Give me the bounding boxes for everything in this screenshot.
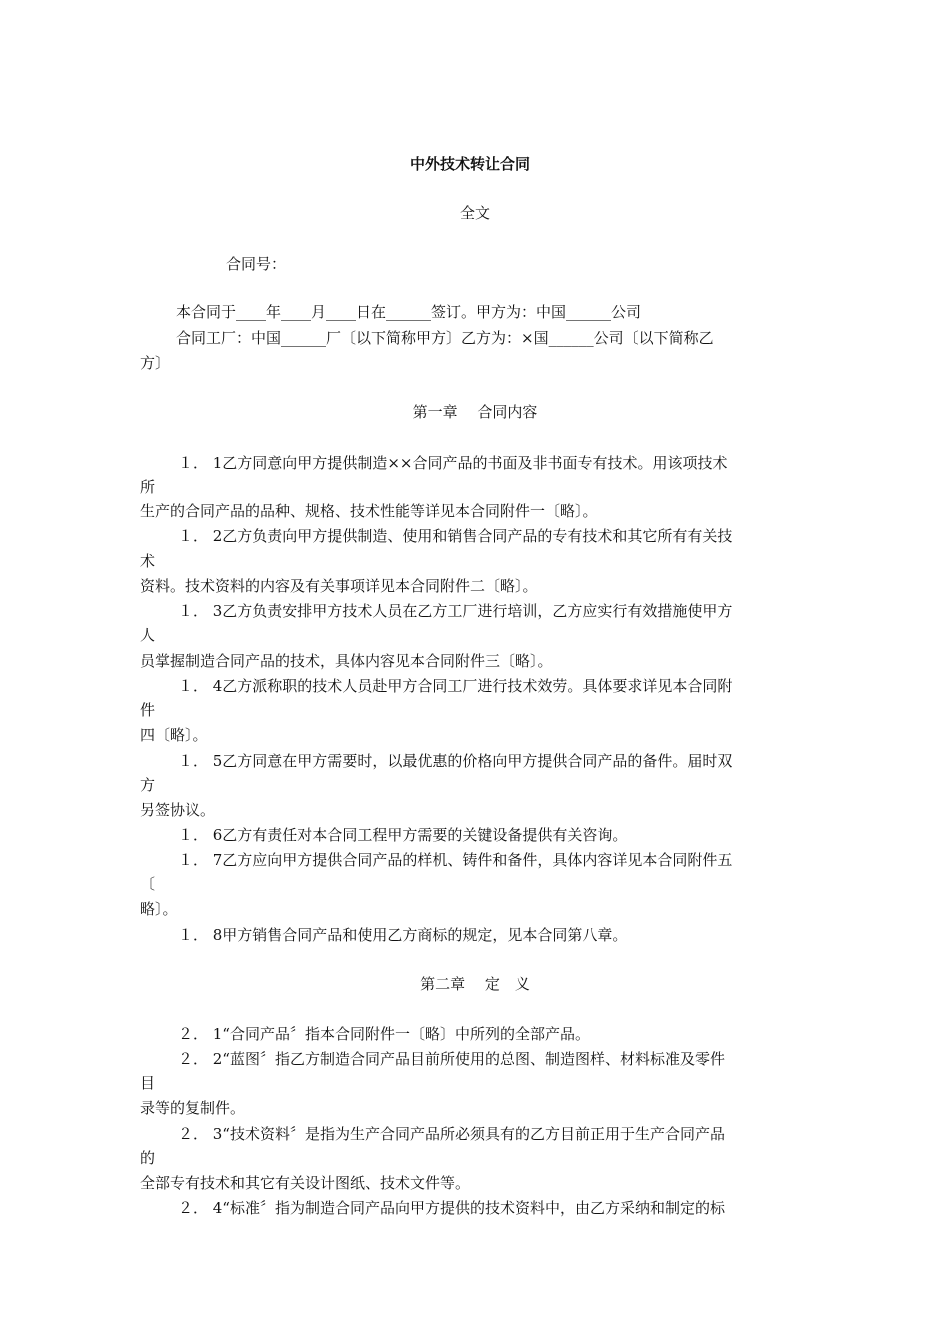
chapter-heading: 第一章 合同内容 — [412, 403, 538, 421]
clause-line: 略〕。 — [140, 900, 178, 918]
clause-line: 录等的复制件。 — [140, 1099, 246, 1117]
preamble-line: 本合同于____年____月____日在______签订。甲方为：中国______公司 — [176, 303, 642, 321]
clause-line: 术 — [140, 552, 156, 570]
clause-line: 四〔略〕。 — [140, 726, 208, 744]
document-title: 中外技术转让合同 — [409, 155, 530, 173]
clause-line: 所 — [140, 478, 156, 496]
clause-line: 生产的合同产品的品种、规格、技术性能等详见本合同附件一〔略〕。 — [140, 502, 598, 520]
contract-number-label: 合同号： — [226, 255, 287, 273]
clause-line: １． 5乙方同意在甲方需要时，以最优惠的价格向甲方提供合同产品的备件。届时双 — [178, 752, 733, 770]
chapter-heading: 第二章 定 义 — [420, 975, 530, 993]
clause-line: 人 — [140, 626, 156, 644]
clause-line: 员掌握制造合同产品的技术，具体内容见本合同附件三〔略〕。 — [140, 652, 553, 670]
clause-line: １． 8甲方销售合同产品和使用乙方商标的规定，见本合同第八章。 — [178, 926, 628, 944]
clause-line: 件 — [140, 701, 156, 719]
clause-line: 目 — [140, 1074, 156, 1092]
clause-line: １． 3乙方负责安排甲方技术人员在乙方工厂进行培训，乙方应实行有效措施使甲方 — [178, 602, 733, 620]
document-subtitle: 全文 — [459, 204, 490, 222]
clause-line: 资料。技术资料的内容及有关事项详见本合同附件二〔略〕。 — [140, 577, 538, 595]
clause-line: １． 4乙方派称职的技术人员赴甲方合同工厂进行技术效劳。具体要求详见本合同附 — [178, 677, 733, 695]
clause-line: １． 1乙方同意向甲方提供制造××合同产品的书面及非书面专有技术。用该项技术 — [178, 454, 728, 472]
preamble-line: 合同工厂：中国______厂〔以下简称甲方〕乙方为：×国______公司〔以下简称乙 — [176, 329, 714, 347]
clause-line: 另签协议。 — [140, 801, 216, 819]
clause-line: ２． 4“标准〞指为制造合同产品向甲方提供的技术资料中，由乙方采纳和制定的标 — [178, 1199, 725, 1217]
clause-line: ２． 3“技术资料〞是指为生产合同产品所必须具有的乙方目前正用于生产合同产品 — [178, 1125, 725, 1143]
clause-line: 方 — [140, 776, 156, 794]
clause-line: 〔 — [140, 875, 156, 893]
clause-line: １． 6乙方有责任对本合同工程甲方需要的关键设备提供有关咨询。 — [178, 826, 628, 844]
clause-line: 全部专有技术和其它有关设计图纸、技术文件等。 — [140, 1174, 471, 1192]
clause-line: １． 7乙方应向甲方提供合同产品的样机、铸件和备件，具体内容详见本合同附件五 — [178, 851, 733, 869]
clause-line: １． 2乙方负责向甲方提供制造、使用和销售合同产品的专有技术和其它所有有关技 — [178, 527, 733, 545]
clause-line: ２． 2“蓝图〞指乙方制造合同产品目前所使用的总图、制造图样、材料标准及零件 — [178, 1050, 725, 1068]
preamble-line: 方〕 — [140, 354, 171, 372]
clause-line: 的 — [140, 1149, 156, 1167]
clause-line: ２． 1“合同产品〞指本合同附件一〔略〕中所列的全部产品。 — [178, 1025, 590, 1043]
